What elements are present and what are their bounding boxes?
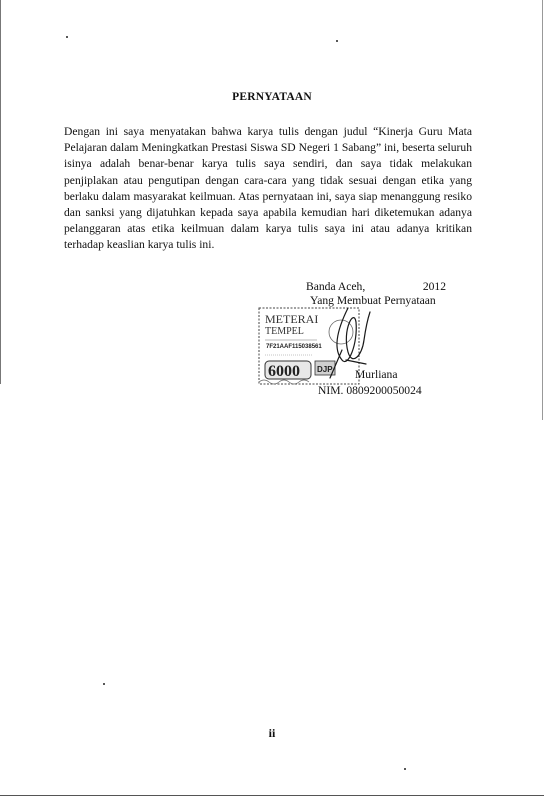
place-label: Banda Aceh, xyxy=(306,280,366,293)
statement-paragraph: Dengan ini saya menyatakan bahwa karya tulis dengan judul “Kinerja Guru Mata Pelajaran dalam Meningkatkan Prestasi Siswa SD Negeri 1 Sabang” ini, beserta seluruh isinya adalah benar-benar karya tulis saya sendiri, dan saya tidak melakukan penjiplakan atau pengutipan dengan cara-cara yang tidak sesuai dengan etika yang berlaku dalam masyarakat keilmuan. Atas pernyataan ini, saya siap menanggung resiko dan sanksi yang dijatuhkan kepada saya apabila kemudian hari diketemukan adanya pelanggaran atas etika keilmuan dalam karya tulis saya ini atau adanya kritikan terhadap keaslian karya tulis ini. xyxy=(64,125,472,252)
bottom-page-edge xyxy=(0,795,544,796)
stamp-line1: METERAI xyxy=(265,312,319,326)
student-id-number: NIM. 0809200050024 xyxy=(318,384,422,397)
stamp-serial: 7F21AAF115038561 xyxy=(266,344,322,350)
scan-speck xyxy=(336,40,338,42)
signatory-name: Murliana xyxy=(355,368,398,381)
stamp-line2: TEMPEL xyxy=(265,326,304,337)
signatory-label: Yang Membuat Pernyataan xyxy=(310,294,436,307)
right-page-edge xyxy=(542,0,543,420)
stamp-value: 6000 xyxy=(268,363,300,380)
scan-speck xyxy=(66,36,68,38)
left-page-edge xyxy=(0,0,1,384)
place-date-line xyxy=(306,280,446,293)
scan-speck xyxy=(404,768,406,770)
scan-speck xyxy=(103,683,105,685)
document-title: PERNYATAAN xyxy=(232,91,312,103)
year-label: 2012 xyxy=(422,280,446,293)
stamp-currency-mark: DJP xyxy=(317,365,333,374)
page-number: ii xyxy=(268,726,276,740)
